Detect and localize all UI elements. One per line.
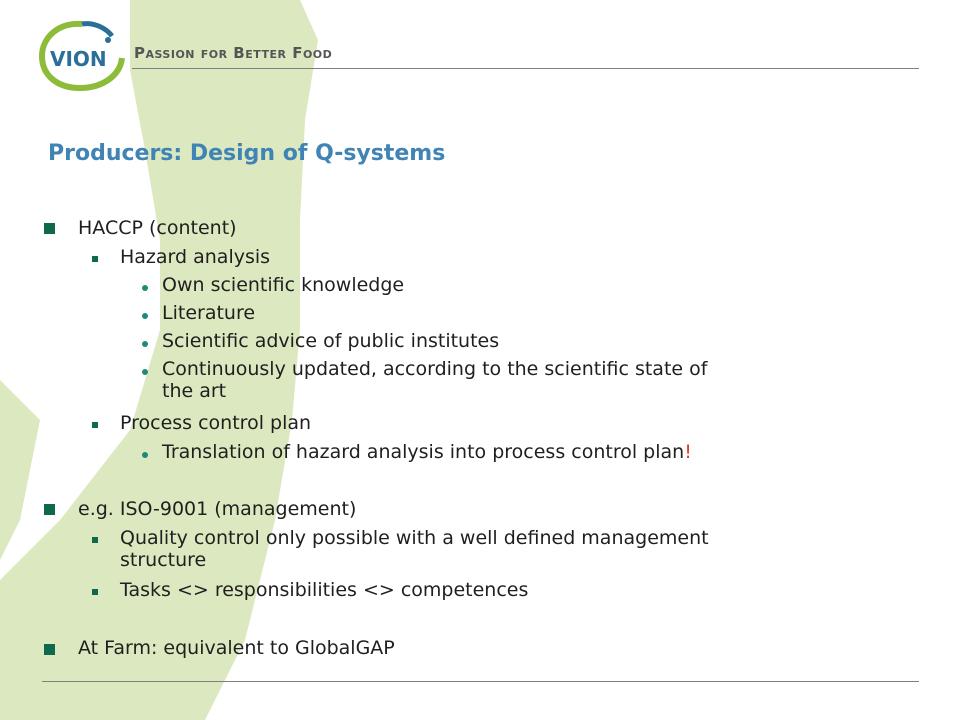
bullet-dot-icon: [142, 313, 148, 319]
bullet-dot-icon: [142, 341, 148, 347]
header-divider: [132, 68, 919, 69]
bullet-item: Continuously updated, according to the scientific state of: [162, 358, 708, 380]
bullet-item: At Farm: equivalent to GlobalGAP: [78, 637, 395, 659]
bullet-item-continuation: structure: [120, 549, 207, 571]
bullet-item: HACCP (content): [78, 217, 237, 239]
bullet-item: Process control plan: [120, 412, 312, 434]
logo-wordmark: VION: [50, 47, 107, 71]
slide-title: Producers: Design of Q-systems: [48, 141, 446, 166]
bullet-item: Hazard analysis: [120, 246, 271, 268]
bullet-item: Literature: [162, 302, 256, 324]
emphasis-mark: !: [684, 441, 692, 463]
bullet-small-square-icon: [92, 537, 98, 543]
bullet-item-continuation: the art: [162, 380, 227, 402]
footer-divider: [42, 681, 919, 682]
bullet-item: Translation of hazard analysis into process control plan!: [162, 441, 692, 463]
bullet-small-square-icon: [92, 422, 98, 428]
brand-tagline: Passion for Better Food: [134, 44, 333, 62]
bullet-dot-icon: [142, 369, 148, 375]
bullet-small-square-icon: [92, 589, 98, 595]
bullet-item: Scientific advice of public institutes: [162, 330, 500, 352]
bullet-item: Own scientific knowledge: [162, 274, 405, 296]
bullet-item: Quality control only possible with a well defined management: [120, 527, 709, 549]
bullet-small-square-icon: [92, 256, 98, 262]
bullet-square-icon: [44, 644, 55, 655]
vion-logo: [36, 18, 128, 92]
bullet-dot-icon: [142, 285, 148, 291]
bullet-square-icon: [44, 504, 55, 515]
bullet-item: Tasks <> responsibilities <> competences: [120, 579, 529, 601]
bullet-square-icon: [44, 223, 55, 234]
bullet-item: e.g. ISO-9001 (management): [78, 498, 357, 520]
bullet-dot-icon: [142, 452, 148, 458]
